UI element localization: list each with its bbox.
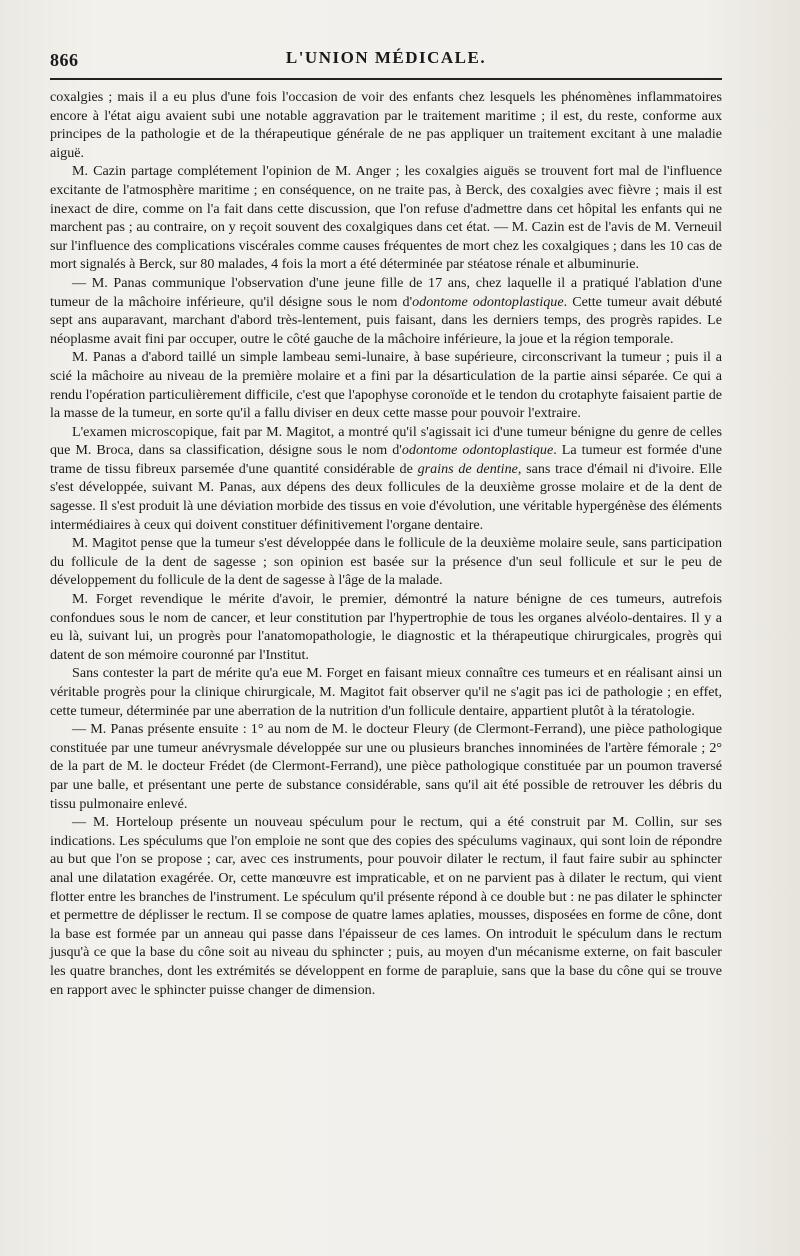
article-body <box>50 88 722 999</box>
paragraph-p5 <box>50 423 722 535</box>
text-run: — M. Horteloup présente un nouveau spéculum pour le rectum, qui a été construit par M. Collin, sur ses indications. Les spéculums que l'on emploie ne sont que des copies des spéculums vaginaux, qui sont loin de répondre au but que l'on se propose ; car, avec ces instruments, pour pouvoir dilater le rectum, il faut faire subir au sphincter anal une dilatation exagérée. Or, cette manœuvre est impraticable, et on ne parvient pas à dilater le rectum, qui vient flotter entre les branches de l'instrument. Le spéculum qu'il présente répond à ce double but : ne pas dilater le sphincter et permettre de déplisser le rectum. Il se compose de quatre lames aplaties, mousses, disposées en forme de cône, dont la base est formée par un anneau qui passe dans l'épaisseur de ces lames. On introduit le spéculum dans le rectum jusqu'à ce que la base du cône soit au niveau du sphincter ; puis, au moyen d'un mécanisme externe, on fait basculer les quatre branches, dont les extrémités se développent en forme de parapluie, sans que la base du cône qui se trouve en rapport avec le sphincter puisse changer de dimension. <box>50 814 722 998</box>
text-run: , sans trace d'émail ni d'ivoire. Elle s'est développée, suivant M. Panas, aux dépens des deux follicules de la deuxième grosse molaire et de la dent de sagesse. Il s'est produit là une déviation morbide des tissus en voie d'évolution, une véritable hypergénèse des éléments intermédiaires à ceux qui doivent constituer définitivement l'organe dentaire. <box>50 460 722 533</box>
text-run: M. Panas a d'abord taillé un simple lambeau semi-lunaire, à base supérieure, circonscrivant la tumeur ; puis il a scié la mâchoire au niveau de la première molaire et a fini par la désarticulation de la partie ainsi séparée. Ce qui a rendu l'opération particulièrement difficile, c'est que l'apophyse coronoïde et le tendon du crotaphyte faisaient partie de la masse de la tumeur, en sorte qu'il a fallu diviser en deux cette masse pour pouvoir l'extraire. <box>50 349 722 422</box>
italic-term: grains de dentine <box>417 460 518 477</box>
italic-term: odontome odontoplastique <box>412 293 564 310</box>
paragraph-p7 <box>50 590 722 664</box>
paragraph-p3 <box>50 274 722 348</box>
text-run: L'examen microscopique, fait par M. Magitot, a montré qu'il s'agissait ici d'une tumeur bénigne du genre de celles que M. Broca, dans sa classification, désigne sous le nom d' <box>50 423 722 459</box>
paragraph-p1 <box>50 88 722 162</box>
text-run: — M. Panas présente ensuite : 1° au nom de M. le docteur Fleury (de Clermont-Ferrand), une pièce pathologique constituée par une tumeur anévrysmale développée sur une ou plusieurs branches innominées de l'artère fémorale ; 2° de la part de M. le docteur Frédet (de Clermont-Ferrand), une pièce pathologique constituée par un poumon traversé par une balle, et présentant une perte de substance considérable, sans qu'il ait été possible de retrouver les débris du tissu pulmonaire enlevé. <box>50 721 722 812</box>
text-run: . La tumeur est formée d'une trame de tissu fibreux parsemée d'une quantité considérable de <box>50 442 722 477</box>
running-title: L'UNION MÉDICALE. <box>285 48 487 67</box>
page-header <box>50 44 722 78</box>
paragraph-p10 <box>50 813 722 999</box>
text-run: — M. Panas communique l'observation d'une jeune fille de 17 ans, chez laquelle il a pratiqué l'ablation d'une tumeur de la mâchoire inférieure, qu'il désigne sous le nom d' <box>50 274 722 310</box>
text-run: M. Cazin partage complétement l'opinion de M. Anger ; les coxalgies aiguës se trouvent fort mal de l'influence excitante de l'atmosphère maritime ; en conséquence, on ne traite pas, à Berck, des coxalgies avec fièvre ; mais il est inexact de dire, comme on l'a fait dans cette discussion, que l'on refuse d'admettre dans cet hôpital les enfants qui ne marchent pas ; au contraire, on y reçoit souvent des coxalgiques dans cet état. — M. Cazin est de l'avis de M. Verneuil sur l'influence des complications viscérales comme causes fréquentes de mort chez les coxalgiques ; dans les 10 cas de mort signalés à Berck, sur 80 malades, 4 fois la mort a été déterminée par stéatose rénale et albuminurie. <box>50 163 722 273</box>
paragraph-p8 <box>50 664 722 720</box>
text-run: Sans contester la part de mérite qu'a eue M. Forget en faisant mieux connaître ces tumeurs et en réalisant ainsi un véritable progrès pour la clinique chirurgicale, M. Magitot fait observer qu'il ne s'agit pas ici de pathologie ; en effet, cette tumeur, déterminée par une aberration de la nutrition d'un follicule dentaire, appartient plutôt à la tératologie. <box>50 665 722 719</box>
paragraph-p6 <box>50 534 722 590</box>
text-run: M. Magitot pense que la tumeur s'est développée dans le follicule de la deuxième molaire seule, sans participation du follicule de la dent de sagesse ; son opinion est basée sur la présence d'un seul follicule et sur le peu de développement du follicule de la dent de sagesse à l'âge de la malade. <box>50 535 722 589</box>
text-run: coxalgies ; mais il a eu plus d'une fois l'occasion de voir des enfants chez lesquels les phénomènes inflammatoires encore à l'état aigu avaient subi une notable aggravation par le traitement maritime ; il est, du reste, conforme aux principes de la pathologie et de la thérapeutique générale de ne pas appliquer un traitement excitant à une maladie aiguë. <box>50 89 722 161</box>
text-run: . Cette tumeur avait débuté sept ans auparavant, marchant d'abord très-lentement, puis faisant, dans les derniers temps, des progrès rapides. Le néoplasme avait fini par occuper, outre le côté gauche de la mâchoire inférieure, la joue et la région temporale. <box>50 293 722 347</box>
page-number: 866 <box>50 50 79 70</box>
paragraph-p2 <box>50 162 722 274</box>
text-run: M. Forget revendique le mérite d'avoir, le premier, démontré la nature bénigne de ces tumeurs, autrefois confondues sous le nom de cancer, et leur constitution par l'hypertrophie de tous les organes alvéolo-dentaires. Il y a eu là, suivant lui, un progrès pour l'anatomopathologie, le diagnostic et la thérapeutique chirurgicales, progrès qui datent de son mémoire couronné par l'Institut. <box>50 591 722 663</box>
header-rule <box>50 78 722 80</box>
paragraph-p4 <box>50 348 722 422</box>
paragraph-p9 <box>50 720 722 813</box>
italic-term: odontome odontoplastique <box>401 442 554 459</box>
